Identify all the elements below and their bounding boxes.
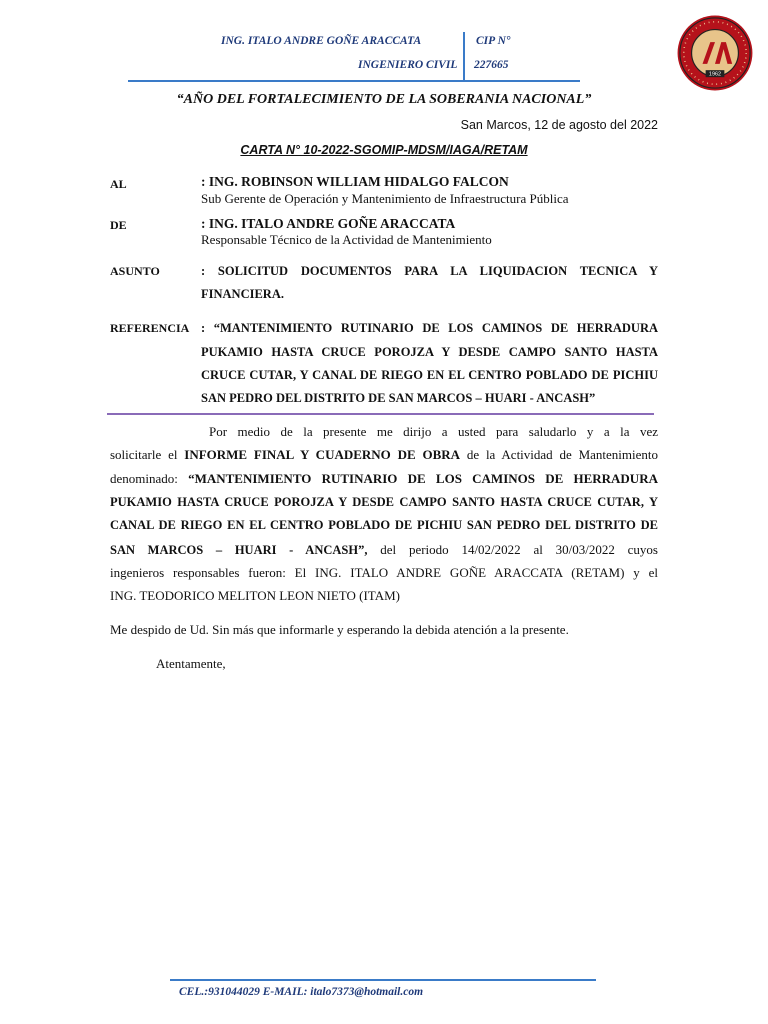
- body-line: CANAL DE RIEGO EN EL CENTRO POBLADO DE PICHIU SAN PEDRO DEL DISTRITO DE: [110, 518, 658, 532]
- referencia-label: REFERENCIA: [110, 321, 190, 335]
- al-recipient: : ING. ROBINSON WILLIAM HIDALGO FALCON: [201, 174, 509, 189]
- body-emphasis: INFORME FINAL Y CUADERNO DE OBRA: [184, 447, 461, 462]
- college-seal-logo: [676, 14, 754, 92]
- al-label: AL: [110, 177, 127, 191]
- body-text: de la Actividad de Mantenimiento: [460, 447, 658, 462]
- letter-date: San Marcos, 12 de agosto del 2022: [460, 118, 658, 132]
- header-divider-horizontal: [128, 80, 580, 82]
- closing-paragraph: Me despido de Ud. Sin más que informarle y esperando la debida atención a la presente.: [110, 622, 569, 637]
- body-text: denominado:: [110, 471, 189, 486]
- body-line: Por medio de la presente me dirijo a usted para saludarlo y a la vez: [209, 424, 658, 439]
- referencia-line: SAN PEDRO DEL DISTRITO DE SAN MARCOS – HUARI - ANCASH”: [201, 391, 596, 405]
- body-line: [110, 542, 658, 558]
- header-cip-label: CIP N°: [476, 35, 511, 47]
- body-emphasis: “MANTENIMIENTO RUTINARIO DE LOS CAMINOS DE HERRADURA: [188, 471, 658, 486]
- body-text: solicitarle el: [110, 447, 185, 462]
- body-line: ingenieros responsables fueron: El ING. ITALO ANDRE GOÑE ARACCATA (RETAM) y el: [110, 565, 658, 580]
- section-divider: [107, 413, 654, 415]
- letter-number: CARTA N° 10-2022-SGOMIP-MDSM/IAGA/RETAM: [240, 143, 528, 157]
- footer-contact: CEL.:931044029 E-MAIL: italo7373@hotmail.com: [179, 986, 424, 998]
- body-line: PUKAMIO HASTA CRUCE POROJZA Y DESDE CAMPO SANTO HASTA CRUCE CUTAR, Y: [110, 495, 658, 509]
- referencia-line: CRUCE CUTAR, Y CANAL DE RIEGO EN EL CENTRO POBLADO DE PICHIU: [201, 368, 658, 382]
- referencia-line: : “MANTENIMIENTO RUTINARIO DE LOS CAMINOS DE HERRADURA: [201, 321, 658, 335]
- header-divider-vertical: [463, 32, 465, 80]
- year-motto: “AÑO DEL FORTALECIMIENTO DE LA SOBERANIA NACIONAL”: [176, 92, 592, 107]
- header-engineer-name: ING. ITALO ANDRE GOÑE ARACCATA: [221, 35, 422, 47]
- al-recipient-title: Sub Gerente de Operación y Mantenimiento de Infraestructura Pública: [201, 191, 569, 206]
- referencia-line: PUKAMIO HASTA CRUCE POROJZA Y DESDE CAMPO SANTO HASTA: [201, 345, 658, 359]
- de-sender-title: Responsable Técnico de la Actividad de Mantenimiento: [201, 232, 492, 247]
- de-label: DE: [110, 218, 127, 232]
- footer-divider: [170, 979, 596, 981]
- asunto-line: FINANCIERA.: [201, 287, 284, 301]
- asunto-line: : SOLICITUD DOCUMENTOS PARA LA LIQUIDACION TECNICA Y: [201, 264, 658, 278]
- header-cip-number: 227665: [474, 59, 509, 71]
- svg-text:1962: 1962: [708, 71, 722, 78]
- header-profession: INGENIERO CIVIL: [358, 59, 458, 71]
- body-line: ING. TEODORICO MELITON LEON NIETO (ITAM): [110, 588, 400, 603]
- body-text: del periodo 14/02/2022 al 30/03/2022 cuyos: [367, 542, 658, 557]
- de-sender: : ING. ITALO ANDRE GOÑE ARACCATA: [201, 216, 456, 231]
- body-line: [110, 447, 658, 463]
- asunto-label: ASUNTO: [110, 264, 160, 278]
- body-emphasis: SAN MARCOS – HUARI - ANCASH”,: [110, 543, 368, 557]
- closing-salutation: Atentamente,: [156, 656, 226, 671]
- body-line: [110, 471, 658, 487]
